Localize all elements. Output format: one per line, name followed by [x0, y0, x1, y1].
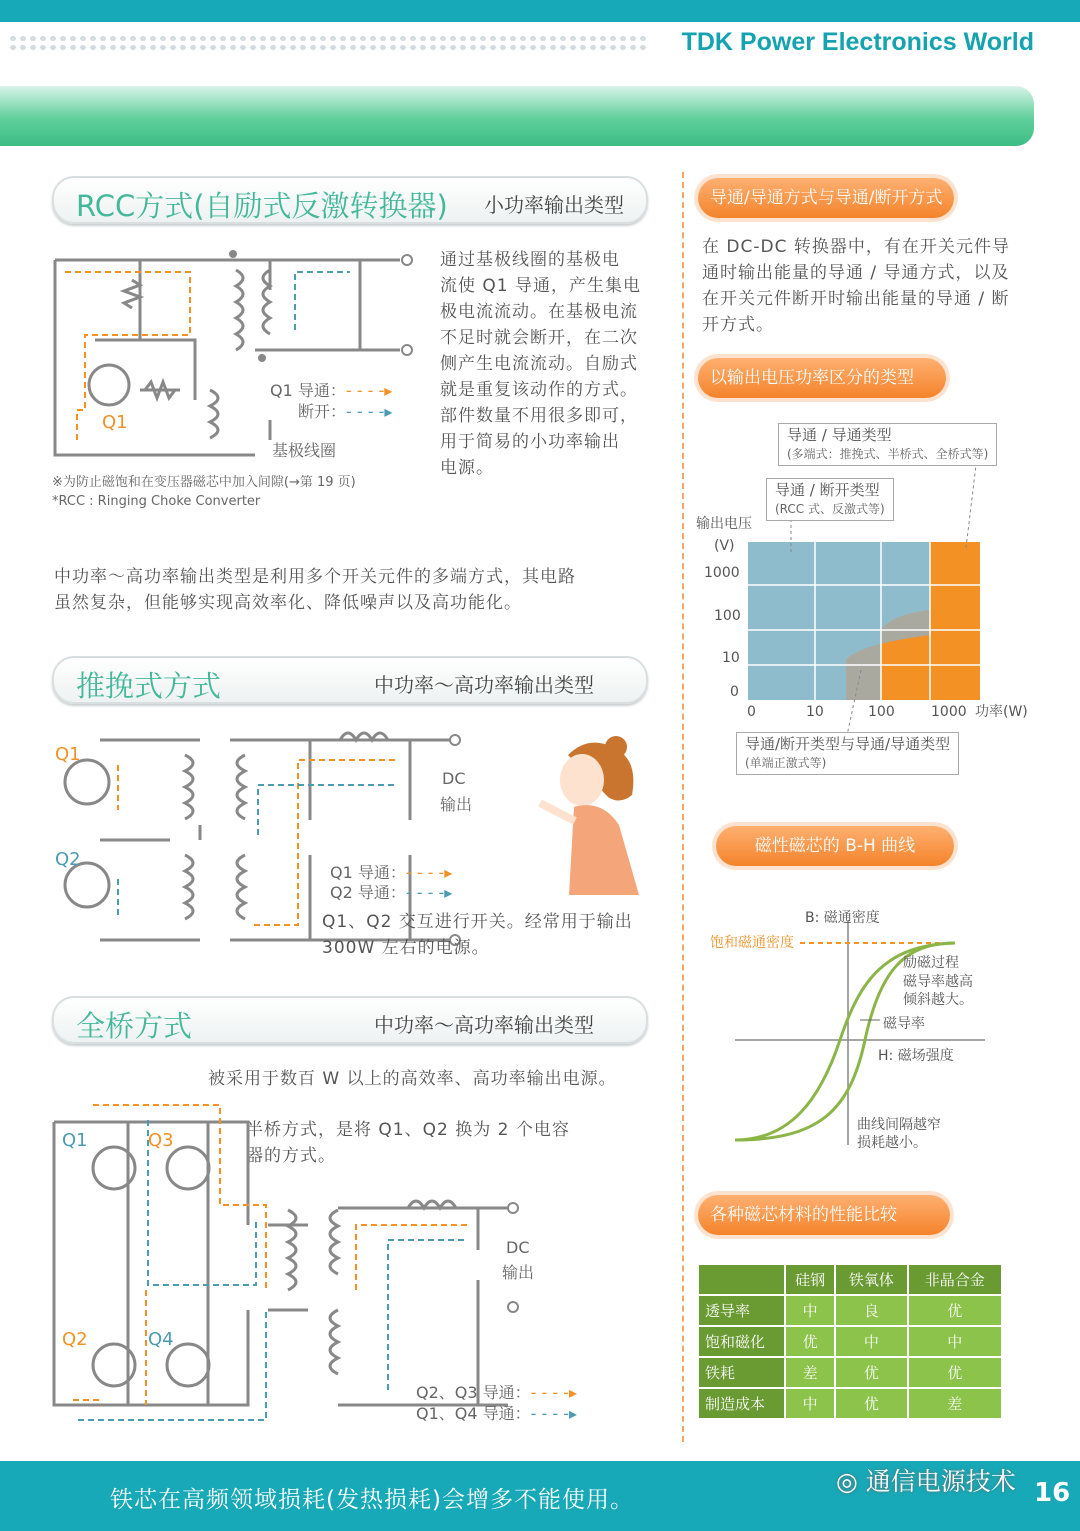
fullbridge-legend-q1q4: Q1、Q4 导通：- - - -▸	[416, 1404, 578, 1423]
table-row-header: 铁耗	[698, 1357, 785, 1388]
rcc-title: RCC方式(自励式反激转换器)	[76, 189, 448, 223]
bh-saturation-label: 饱和磁通密度	[710, 935, 794, 951]
fullbridge-legend-q2q3: Q2、Q3 导通：- - - -▸	[416, 1383, 578, 1402]
header-banner	[0, 86, 1034, 146]
on-off-callout-sub: (RCC 式、反激式等)	[775, 502, 885, 516]
bh-b-label: B: 磁通密度	[805, 910, 880, 926]
chart-ylabel: 输出电压	[696, 516, 752, 532]
rcc-note-abbrev: *RCC : Ringing Choke Converter	[52, 494, 261, 509]
intro-text	[54, 564, 674, 616]
on-on-callout	[778, 423, 997, 466]
table-header-row	[698, 1264, 1002, 1295]
on-off-callout	[766, 478, 894, 521]
fullbridge-legend-q1q4-text: Q1、Q4 导通：	[416, 1404, 531, 1423]
pushpull-section-header	[52, 656, 648, 704]
fullbridge-subtitle: 中功率～高功率输出类型	[374, 1013, 594, 1037]
intro-line: 中功率～高功率输出类型是利用多个开关元件的多端方式，其电路	[54, 567, 576, 587]
table-corner	[698, 1264, 785, 1295]
rcc-desc-line: 电源。	[440, 458, 494, 478]
mixed-callout-sub: (单端正激式等)	[745, 756, 827, 770]
rcc-description	[440, 247, 660, 481]
chart-xlabel: 功率(W)	[975, 704, 1028, 720]
chart-xtick: 0	[747, 704, 756, 720]
rcc-desc-line: 极电流流动。在基极电流	[440, 302, 638, 322]
on-on-line: 在 DC-DC 转换器中，有在开关元件导	[702, 237, 1010, 257]
rcc-subtitle: 小功率输出类型	[484, 193, 624, 217]
mixed-callout-title: 导通/断开类型与导通/导通类型	[745, 735, 951, 753]
pushpull-legend-q2: Q2 导通：- - - -▸	[330, 883, 453, 902]
voltage-power-pill: 以输出电压功率区分的类型	[698, 358, 946, 398]
chart-ytick: 1000	[704, 565, 740, 581]
on-on-line: 在开关元件断开时输出能量的导通 / 断	[702, 289, 1010, 309]
table-row-header: 透导率	[698, 1295, 785, 1326]
page-number: 16	[1034, 1478, 1071, 1508]
fullbridge-legend-q2q3-text: Q2、Q3 导通：	[416, 1383, 531, 1402]
pushpull-q2-label: Q2	[55, 849, 81, 870]
pushpull-title: 推挽式方式	[76, 669, 222, 703]
fullbridge-title: 全桥方式	[76, 1009, 193, 1043]
wechat-icon: ◎	[836, 1467, 866, 1496]
table-row-header: 制造成本	[698, 1388, 785, 1419]
pushpull-dc-label: DC	[442, 769, 466, 788]
on-on-description	[702, 234, 1052, 338]
chart-ytick: 0	[730, 684, 739, 700]
on-on-line: 开方式。	[702, 315, 774, 335]
dot-pattern	[8, 34, 648, 52]
rcc-desc-line: 就是重复该动作的方式。	[440, 380, 638, 400]
chart-xtick: 100	[868, 704, 895, 720]
table-row	[698, 1326, 1002, 1357]
rcc-desc-line: 用于简易的小功率输出	[440, 432, 620, 452]
chart-ytick: 10	[722, 650, 740, 666]
pushpull-desc-line: Q1、Q2 交互进行开关。经常用于输出	[322, 912, 633, 932]
pushpull-subtitle: 中功率～高功率输出类型	[374, 673, 594, 697]
rcc-desc-line: 部件数量不用很多即可，	[440, 406, 638, 426]
table-header: 硅钢	[785, 1264, 835, 1295]
voltage-power-chart	[696, 420, 1046, 780]
on-on-callout-sub: (多端式：推挽式、半桥式、全桥式等)	[787, 447, 989, 461]
table-cell: 优	[835, 1357, 907, 1388]
column-divider	[682, 172, 684, 1442]
bh-h-label: H: 磁场强度	[878, 1048, 954, 1064]
table-cell: 中	[785, 1388, 835, 1419]
chart-ylabel-unit: (V)	[714, 538, 735, 554]
bh-curve-pill: 磁性磁芯的 B-H 曲线	[716, 826, 954, 866]
pushpull-output-label: 输出	[440, 795, 473, 814]
rcc-q1-label: Q1	[102, 412, 128, 433]
table-cell: 中	[908, 1326, 1002, 1357]
rcc-note-gap: ※为防止磁饱和在变压器磁芯中加入间隙(→第 19 页)	[52, 475, 356, 490]
brand-title: TDK Power Electronics World	[681, 28, 1034, 56]
table-cell: 优	[835, 1388, 907, 1419]
watermark	[836, 1462, 1016, 1498]
watermark-text: 通信电源技术	[865, 1467, 1016, 1496]
fullbridge-dc-label: DC	[506, 1238, 530, 1257]
table-cell: 优	[908, 1295, 1002, 1326]
fullbridge-q3-label: Q3	[148, 1130, 174, 1151]
girl-illustration	[530, 735, 640, 900]
halfbridge-line: 半桥方式，是将 Q1、Q2 换为 2 个电容	[246, 1120, 570, 1140]
rcc-legend-off: 断开：- - - -▸	[298, 402, 393, 421]
bh-excitation-line: 励磁过程	[903, 955, 959, 971]
bh-loss-line: 损耗越小。	[857, 1135, 927, 1150]
on-on-callout-title: 导通 / 导通类型	[787, 426, 892, 444]
fullbridge-q4-label: Q4	[148, 1329, 174, 1350]
table-row-header: 饱和磁化	[698, 1326, 785, 1357]
table-cell: 中	[835, 1326, 907, 1357]
rcc-legend-on: Q1 导通：- - - -▸	[270, 381, 393, 400]
fullbridge-section-header	[52, 996, 648, 1044]
pushpull-legend-q1-text: Q1 导通：	[330, 863, 406, 882]
table-cell: 优	[785, 1326, 835, 1357]
mixed-callout	[736, 732, 959, 775]
fullbridge-q2-label: Q2	[62, 1329, 88, 1350]
table-cell: 良	[835, 1295, 907, 1326]
fullbridge-output-label: 输出	[502, 1263, 535, 1282]
pushpull-desc-line: 300W 左右的电源。	[322, 938, 490, 958]
table-cell: 优	[908, 1357, 1002, 1388]
pushpull-description	[322, 909, 633, 961]
intro-line: 虽然复杂，但能够实现高效率化、降低噪声以及高功能化。	[54, 593, 522, 613]
pushpull-q1-label: Q1	[55, 744, 81, 765]
table-row	[698, 1357, 1002, 1388]
fullbridge-description: 被采用于数百 W 以上的高效率、高功率输出电源。	[208, 1069, 617, 1089]
rcc-circuit-diagram	[40, 240, 440, 470]
rcc-desc-line: 侧产生电流流动。自励式	[440, 354, 638, 374]
chart-xtick: 10	[806, 704, 824, 720]
base-coil-label: 基极线圈	[272, 441, 337, 460]
table-cell: 差	[908, 1388, 1002, 1419]
table-cell: 中	[785, 1295, 835, 1326]
bh-permeability-label: 磁导率	[883, 1016, 925, 1032]
on-on-pill: 导通/导通方式与导通/断开方式	[698, 178, 954, 218]
on-off-callout-title: 导通 / 断开类型	[775, 481, 880, 499]
halfbridge-line: 器的方式。	[246, 1146, 336, 1166]
footer-text: 铁芯在高频领域损耗(发热损耗)会增多不能使用。	[110, 1487, 634, 1513]
fullbridge-q1-label: Q1	[62, 1130, 88, 1151]
materials-pill: 各种磁芯材料的性能比较	[698, 1195, 950, 1235]
rcc-section-header	[52, 176, 648, 224]
bh-excitation-line: 倾斜越大。	[903, 992, 973, 1008]
table-row	[698, 1388, 1002, 1419]
rcc-desc-line: 不足时就会断开，在二次	[440, 328, 638, 348]
bh-loss-line: 曲线间隔越窄	[857, 1117, 941, 1133]
chart-xtick: 1000	[931, 704, 967, 720]
rcc-legend-off-text: 断开：	[298, 402, 347, 421]
rcc-desc-line: 流使 Q1 导通，产生集电	[440, 276, 642, 296]
table-header: 非晶合金	[908, 1264, 1002, 1295]
chart-ytick: 100	[714, 608, 741, 624]
pushpull-legend-q1: Q1 导通：- - - -▸	[330, 863, 453, 882]
pushpull-legend-q2-text: Q2 导通：	[330, 883, 406, 902]
rcc-desc-line: 通过基极线圈的基极电	[440, 250, 620, 270]
materials-table	[697, 1263, 1003, 1420]
bh-curve-chart	[700, 900, 1050, 1150]
table-row	[698, 1295, 1002, 1326]
rcc-legend-on-text: Q1 导通：	[270, 381, 346, 400]
bh-excitation-line: 磁导率越高	[903, 974, 973, 990]
table-cell: 差	[785, 1357, 835, 1388]
top-bar	[0, 0, 1080, 22]
on-on-line: 通时输出能量的导通 / 导通方式，以及	[702, 263, 1010, 283]
table-header: 铁氧体	[835, 1264, 907, 1295]
